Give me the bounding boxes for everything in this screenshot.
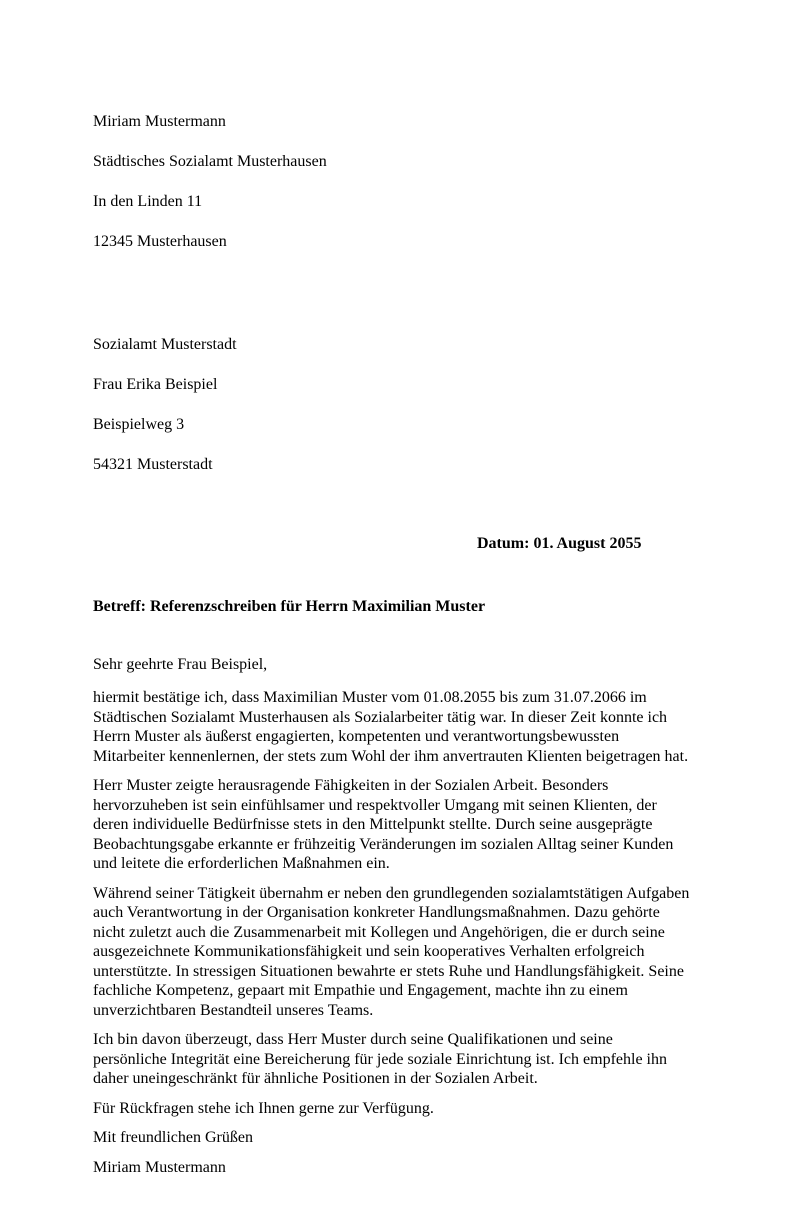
body-paragraph-4: Ich bin davon überzeugt, dass Herr Muster durch seine Qualifikationen und seine persönliche Integrität eine Bereicherung für jede soziale Einrichtung ist. Ich empfehle ihn daher uneingeschränkt für ähnliche Positionen in der Sozialen Arbeit. [93,1031,667,1087]
signature-name: Miriam Mustermann [93,1158,226,1176]
sender-name: Miriam Mustermann [93,113,226,130]
salutation: Sehr geehrte Frau Beispiel, [93,656,268,673]
sender-organization: Städtisches Sozialamt Musterhausen [93,153,327,170]
body-paragraph-2: Herr Muster zeigte herausragende Fähigkeiten in der Sozialen Arbeit. Besonders hervorzuheben ist sein einfühlsamer und respektvoller Umgang mit seinen Klienten, der deren individuelle Bedürfnisse stets in den Mittelpunkt stellte. Durch seine ausgeprägte Beobachtungsgabe erkannte er frühzeitig Veränderungen im sozialen Alltag seiner Kunden und leitete die erforderlichen Maßnahmen ein. [93,777,674,872]
date-line: Datum: 01. August 2055 [477,535,642,552]
body-paragraph-3: Während seiner Tätigkeit übernahm er neben den grundlegenden sozialamtstätigen Aufgaben auch Verantwortung in der Organisation konkreter Handlungsmaßnahmen. Dazu gehörte nicht zuletzt auch die Zusammenarbeit mit Kollegen und Angehörigen, die er durch seine ausgezeichnete Kommunikationsfähigkeit und sein kooperatives Verhalten erfolgreich unterstützte. In stressigen Situationen bewahrte er stets Ruhe und Handlungsfähigkeit. Seine fachliche Kompetenz, gepaart mit Empathie und Engagement, machte ihn zu einem unverzichtbaren Bestandteil unseres Teams. [93,884,690,1019]
closing-phrase: Mit freundlichen Grüßen [93,1129,253,1146]
body-paragraph-5: Für Rückfragen stehe ich Ihnen gerne zur Verfügung. [93,1099,434,1117]
recipient-address-block [93,315,690,495]
sender-city: 12345 Musterhausen [93,233,227,250]
recipient-street: Beispielweg 3 [93,416,185,433]
recipient-city: 54321 Musterstadt [93,456,213,473]
recipient-contact: Frau Erika Beispiel [93,376,218,393]
subject-line: Betreff: Referenzschreiben für Herrn Maximilian Muster [93,598,486,615]
recipient-organization: Sozialamt Musterstadt [93,336,237,353]
sender-street: In den Linden 11 [93,193,203,210]
body-paragraph-1: hiermit bestätige ich, dass Maximilian Muster vom 01.08.2055 bis zum 31.07.2066 im Städtischen Sozialamt Musterhausen als Sozialarbeiter tätig war. In dieser Zeit konnte ich Herrn Muster als äußerst engagierten, kompetenten und verantwortungsbewussten Mitarbeiter kennenlernen, der stets zum Wohl der ihm anvertrauten Klienten beigetragen hat. [93,689,689,765]
sender-address-block [93,92,690,272]
